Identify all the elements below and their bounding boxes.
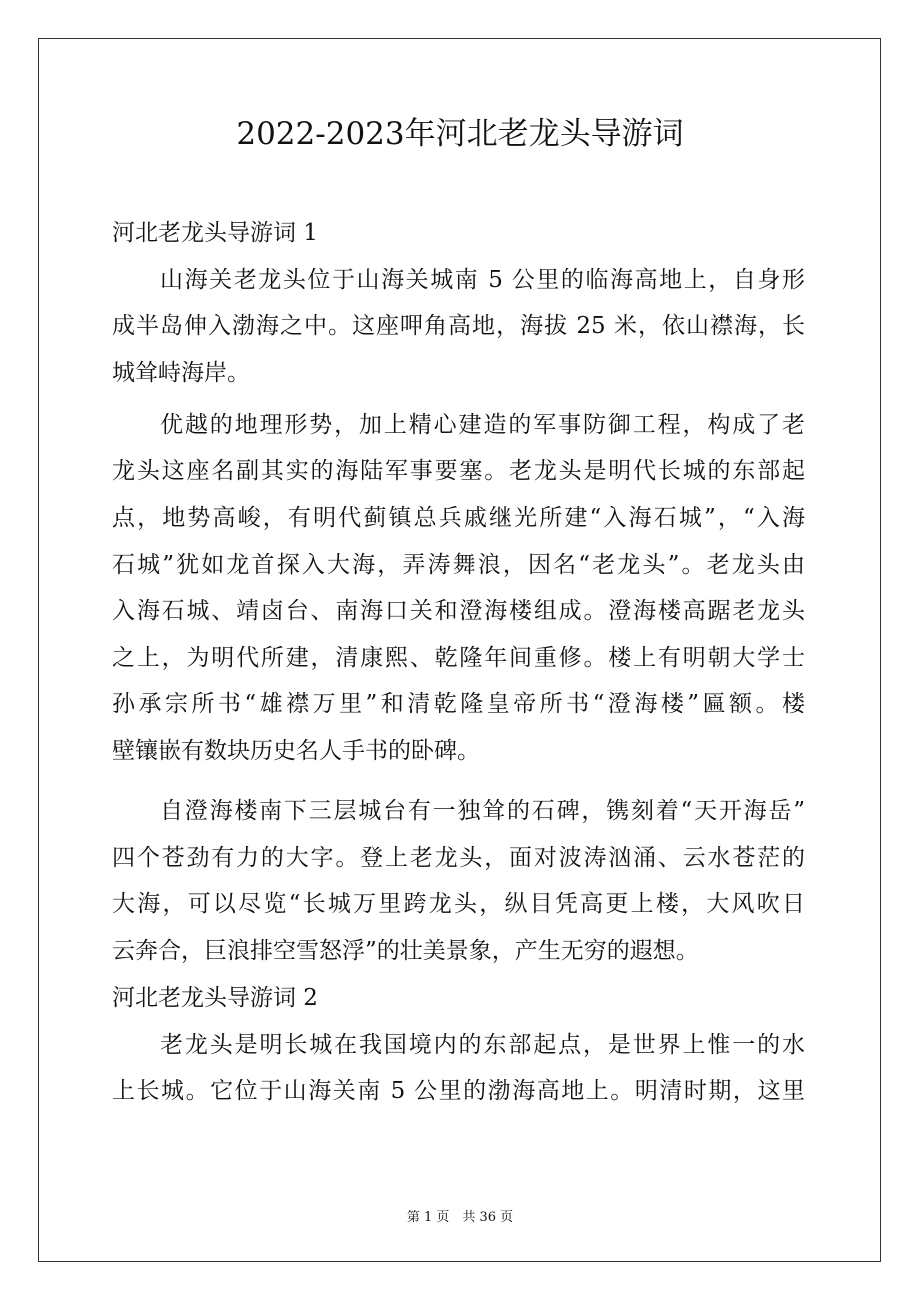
paragraph-line: 大海，可以尽览“长城万里跨龙头，纵目凭高更上楼，大风吹日: [112, 891, 805, 917]
paragraph-line: 点，地势高峻，有明代蓟镇总兵戚继光所建“入海石城”，“入海: [112, 505, 805, 531]
section-heading-2: 河北老龙头导游词 2: [112, 985, 318, 1011]
paragraph-line: 上长城。它位于山海关南 5 公里的渤海高地上。明清时期，这里: [112, 1078, 805, 1104]
paragraph-line: 成半岛伸入渤海之中。这座呷角高地，海拔 25 米，依山襟海，长: [112, 313, 805, 339]
document-title: 2022-2023年河北老龙头导游词: [236, 116, 684, 152]
paragraph-line: 入海石城、靖卤台、南海口关和澄海楼组成。澄海楼高踞老龙头: [112, 598, 805, 624]
section-heading-1: 河北老龙头导游词 1: [112, 220, 318, 246]
paragraph-line: 四个苍劲有力的大字。登上老龙头，面对波涛汹涌、云水苍茫的: [112, 845, 805, 871]
paragraph-line: 老龙头是明长城在我国境内的东部起点，是世界上惟一的水: [160, 1032, 805, 1058]
page-footer: 第 1 页 共 36 页: [406, 1210, 514, 1225]
paragraph-line: 石城”犹如龙首探入大海，弄涛舞浪，因名“老龙头”。老龙头由: [112, 552, 805, 578]
paragraph-line: 龙头这座名副其实的海陆军事要塞。老龙头是明代长城的东部起: [112, 458, 805, 484]
paragraph-line: 城耸峙海岸。: [112, 360, 250, 386]
paragraph-line: 自澄海楼南下三层城台有一独耸的石碑，镌刻着“天开海岳”: [160, 798, 805, 824]
paragraph-line: 之上，为明代所建，清康熙、乾隆年间重修。楼上有明朝大学士: [112, 645, 805, 671]
paragraph-line: 优越的地理形势，加上精心建造的军事防御工程，构成了老: [160, 412, 805, 438]
paragraph-line: 孙承宗所书“雄襟万里”和清乾隆皇帝所书“澄海楼”匾额。楼: [112, 691, 805, 717]
paragraph-line: 山海关老龙头位于山海关城南 5 公里的临海高地上，自身形: [160, 267, 805, 293]
paragraph-line: 云奔合，巨浪排空雪怒浮”的壮美景象，产生无穷的遐想。: [112, 938, 699, 964]
paragraph-line: 壁镶嵌有数块历史名人手书的卧碑。: [112, 738, 480, 764]
